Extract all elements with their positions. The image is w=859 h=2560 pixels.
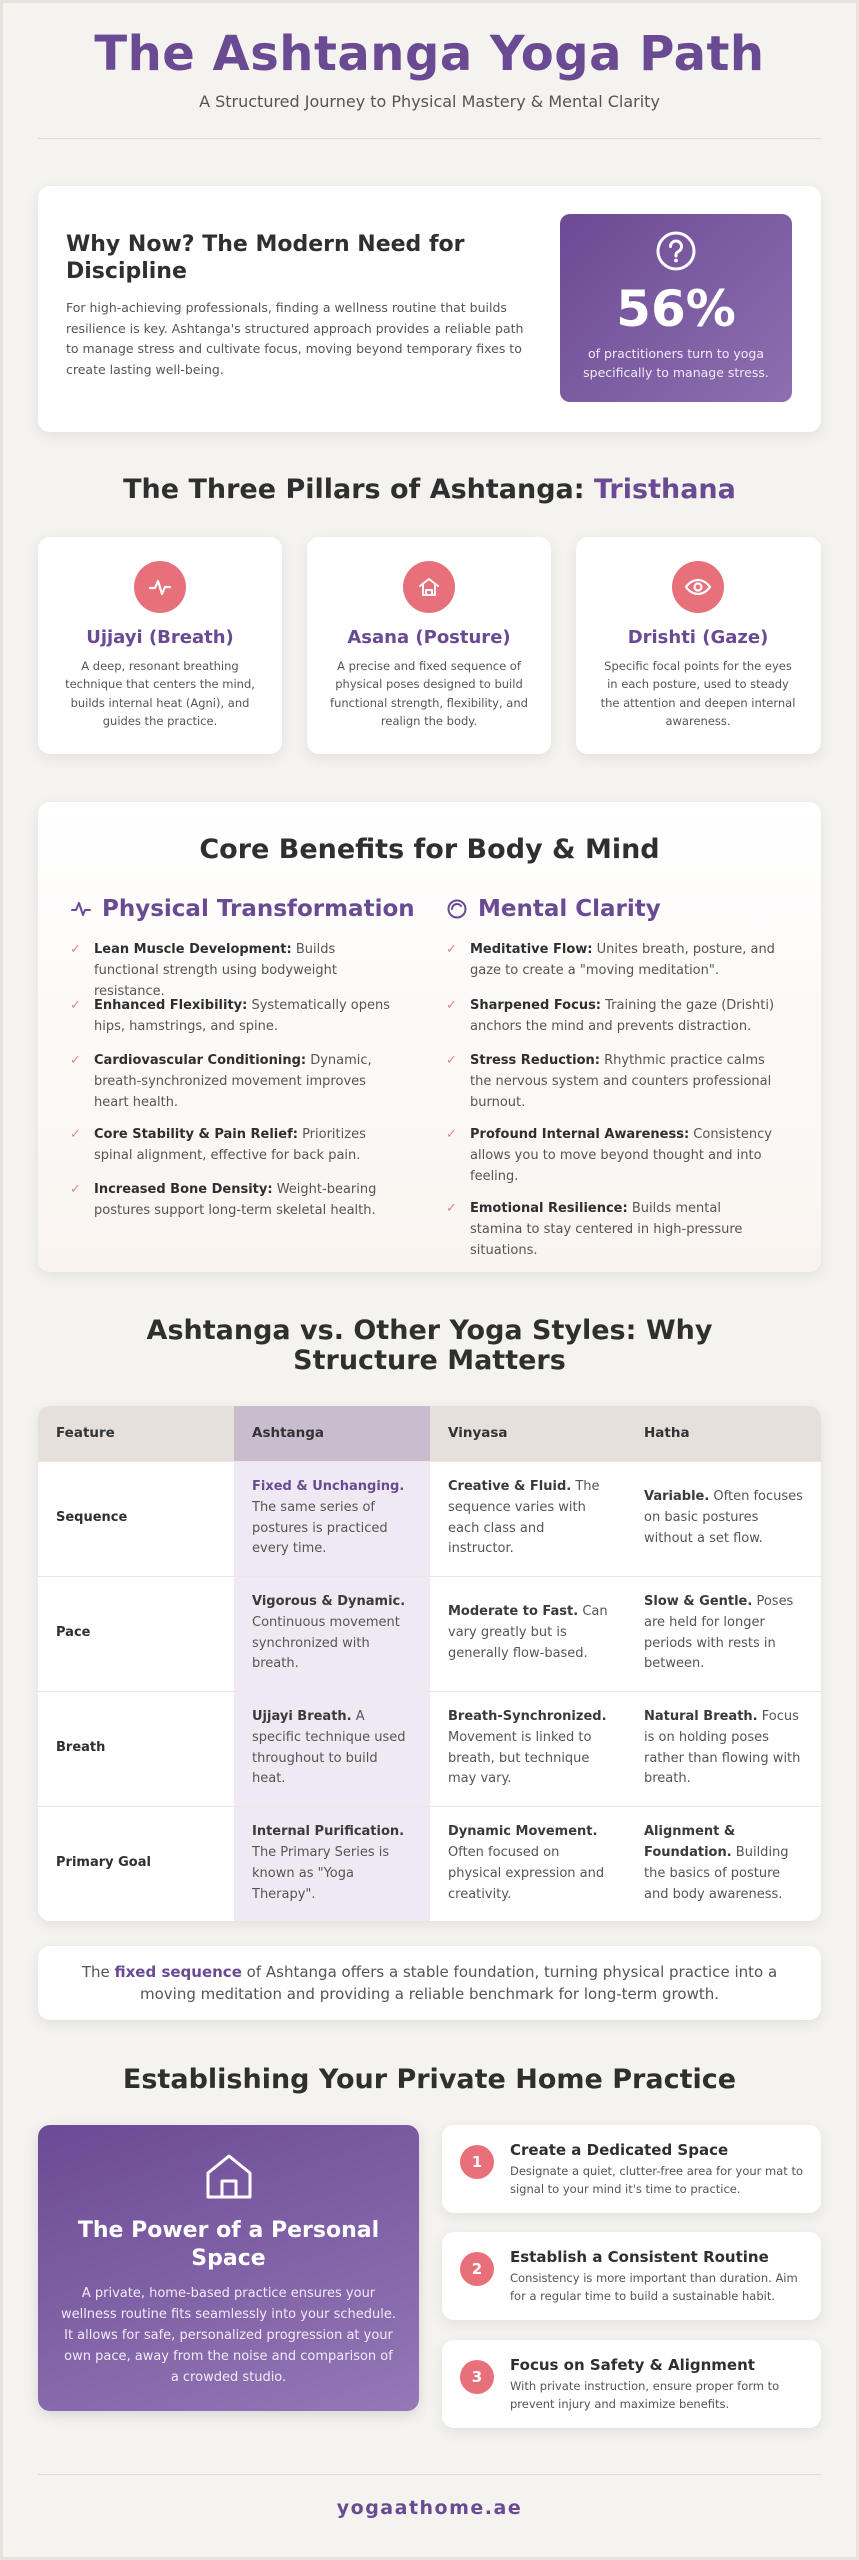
benefit-item: ✓ Enhanced Flexibility: Systematically opens hips, hamstrings, and spine. xyxy=(70,995,400,1050)
vinyasa-cell: Creative & Fluid. The sequence varies with each class and instructor. xyxy=(430,1461,626,1576)
step-title: Create a Dedicated Space xyxy=(510,2141,729,2159)
column-header: Hatha xyxy=(626,1406,821,1461)
check-icon: ✓ xyxy=(446,1127,457,1142)
home-icon xyxy=(202,2149,256,2203)
eye-icon xyxy=(672,561,724,613)
column-header: Vinyasa xyxy=(430,1406,626,1461)
benefit-item: ✓ Emotional Resilience: Builds mental stamina to stay centered in high-pressure situations. xyxy=(446,1198,776,1253)
column-header: Feature xyxy=(38,1406,234,1461)
mind-icon xyxy=(446,898,468,920)
check-icon: ✓ xyxy=(70,942,81,957)
pillars-title xyxy=(0,474,859,505)
step-number: 2 xyxy=(460,2252,494,2286)
home-title: Establishing Your Private Home Practice xyxy=(122,2064,737,2095)
step-card xyxy=(442,2125,821,2213)
comparison-table xyxy=(38,1406,821,1921)
feature-cell: Breath xyxy=(38,1691,234,1806)
pillar-card-breath xyxy=(38,537,282,754)
step-number: 3 xyxy=(460,2360,494,2394)
step-desc: Designate a quiet, clutter-free area for your mat to signal to your mind it's time to practice. xyxy=(510,2164,803,2196)
column-header: Ashtanga xyxy=(234,1406,430,1461)
callout-highlight: fixed sequence xyxy=(114,1962,242,1981)
mental-list xyxy=(446,939,776,1259)
feature-cell: Primary Goal xyxy=(38,1806,234,1921)
stat-caption: of practitioners turn to yoga specifically to manage stress. xyxy=(583,346,769,381)
comparison-title: Ashtanga vs. Other Yoga Styles: Why Structure Matters xyxy=(146,1315,713,1376)
pulse-icon xyxy=(134,561,186,613)
table-header-row xyxy=(38,1406,821,1461)
why-now-title: Why Now? The Modern Need for Discipline xyxy=(66,232,465,284)
check-icon: ✓ xyxy=(446,1201,457,1216)
divider xyxy=(38,138,821,139)
check-icon: ✓ xyxy=(70,998,81,1013)
pillar-card-posture xyxy=(307,537,551,754)
step-desc: Consistency is more important than duration. Aim for a regular time to build a sustainable habit. xyxy=(510,2271,798,2303)
ashtanga-cell: Internal Purification. The Primary Series is known as "Yoga Therapy". xyxy=(234,1806,430,1921)
footer-site-link[interactable]: yogaathome.ae xyxy=(336,2497,523,2519)
ashtanga-cell: Ujjayi Breath. A specific technique used throughout to build heat. xyxy=(234,1691,430,1806)
pillar-name: Drishti (Gaze) xyxy=(627,627,769,648)
benefits-title: Core Benefits for Body & Mind xyxy=(199,834,660,865)
benefit-item: ✓ Profound Internal Awareness: Consistency allows you to move beyond thought and into feeling. xyxy=(446,1124,776,1198)
benefits-card xyxy=(38,802,821,1272)
hatha-cell: Slow & Gentle. Poses are held for longer periods with rests in between. xyxy=(626,1576,821,1691)
power-card xyxy=(38,2125,419,2411)
why-now-text: For high-achieving professionals, finding a wellness routine that builds resilience is key. Ashtanga's structured approach provides a reliable path to manage stress and cultivate focus, moving beyond temporary fixes to create lasting well-being. xyxy=(66,300,524,377)
pillar-card-gaze xyxy=(576,537,821,754)
benefit-item: ✓ Cardiovascular Conditioning: Dynamic, breath-synchronized movement improves heart health. xyxy=(70,1050,400,1124)
check-icon: ✓ xyxy=(70,1182,81,1197)
benefit-item: ✓ Meditative Flow: Unites breath, posture, and gaze to create a "moving meditation". xyxy=(446,939,776,995)
feature-cell: Sequence xyxy=(38,1461,234,1576)
pillar-desc: A precise and fixed sequence of physical poses designed to build functional strength, flexibility, and realign the body. xyxy=(330,659,528,729)
vinyasa-cell: Moderate to Fast. Can vary greatly but is generally flow-based. xyxy=(430,1576,626,1691)
mental-heading-label: Mental Clarity xyxy=(478,896,661,922)
hatha-cell: Alignment & Foundation. Building the basics of posture and body awareness. xyxy=(626,1806,821,1921)
table-row xyxy=(38,1576,821,1691)
benefit-item: ✓ Core Stability & Pain Relief: Prioritizes spinal alignment, effective for back pain. xyxy=(70,1124,400,1179)
check-icon: ✓ xyxy=(446,998,457,1013)
hatha-cell: Variable. Often focuses on basic postures without a set flow. xyxy=(626,1461,821,1576)
pillars-title-highlight: Tristhana xyxy=(593,474,736,505)
hatha-cell: Natural Breath. Focus is on holding poses rather than flowing with breath. xyxy=(626,1691,821,1806)
pulse-icon xyxy=(70,898,92,920)
callout-text: The fixed sequence of Ashtanga offers a stable foundation, turning physical practice into a moving meditation and providing a reliable benchmark for long-term growth. xyxy=(81,1962,778,2003)
feature-cell: Pace xyxy=(38,1576,234,1691)
ashtanga-cell: Vigorous & Dynamic. Continuous movement synchronized with breath. xyxy=(234,1576,430,1691)
posture-icon xyxy=(403,561,455,613)
pillars-title-prefix: The Three Pillars of Ashtanga: xyxy=(123,474,594,505)
divider xyxy=(38,2474,821,2475)
benefit-item: ✓ Increased Bone Density: Weight-bearing postures support long-term skeletal health. xyxy=(70,1179,400,1234)
benefit-item: ✓ Sharpened Focus: Training the gaze (Drishti) anchors the mind and prevents distraction. xyxy=(446,995,776,1050)
physical-heading xyxy=(70,896,415,922)
ashtanga-cell: Fixed & Unchanging. The same series of postures is practiced every time. xyxy=(234,1461,430,1576)
step-title: Focus on Safety & Alignment xyxy=(510,2356,755,2374)
table-row xyxy=(38,1691,821,1806)
pillar-name: Ujjayi (Breath) xyxy=(86,627,234,648)
table-row xyxy=(38,1806,821,1921)
step-title: Establish a Consistent Routine xyxy=(510,2248,769,2266)
vinyasa-cell: Breath-Synchronized. Movement is linked to breath, but technique may vary. xyxy=(430,1691,626,1806)
stat-value: 56% xyxy=(616,280,736,338)
check-icon: ✓ xyxy=(70,1053,81,1068)
stat-box xyxy=(560,214,792,402)
benefit-item: ✓ Lean Muscle Development: Builds functional strength using bodyweight resistance. xyxy=(70,939,400,995)
step-desc: With private instruction, ensure proper form to prevent injury and maximize benefits. xyxy=(510,2379,780,2411)
page-subtitle: A Structured Journey to Physical Mastery & Mental Clarity xyxy=(199,92,660,111)
physical-heading-label: Physical Transformation xyxy=(102,896,415,922)
table-row xyxy=(38,1461,821,1576)
step-card xyxy=(442,2340,821,2428)
step-card xyxy=(442,2232,821,2320)
power-title: The Power of a Personal Space xyxy=(77,2218,380,2271)
mental-heading xyxy=(446,896,661,922)
pillar-desc: A deep, resonant breathing technique that centers the mind, builds internal heat (Agni), and guides the practice. xyxy=(65,659,255,729)
power-text: A private, home-based practice ensures your wellness routine fits seamlessly into your schedule. It allows for safe, personalized progression at your own pace, away from the noise and comparison of a crowded studio. xyxy=(60,2286,397,2386)
pillar-name: Asana (Posture) xyxy=(347,627,511,648)
check-icon: ✓ xyxy=(70,1127,81,1142)
callout-card xyxy=(38,1946,821,2020)
why-now-card xyxy=(38,186,821,432)
step-number: 1 xyxy=(460,2145,494,2179)
benefit-item: ✓ Stress Reduction: Rhythmic practice calms the nervous system and counters professional burnout. xyxy=(446,1050,776,1124)
check-icon: ✓ xyxy=(446,942,457,957)
question-icon xyxy=(655,230,697,272)
page-title: The Ashtanga Yoga Path xyxy=(94,26,765,82)
pillar-desc: Specific focal points for the eyes in each posture, used to steady the attention and deepen internal awareness. xyxy=(600,659,796,729)
check-icon: ✓ xyxy=(446,1053,457,1068)
vinyasa-cell: Dynamic Movement. Often focused on physical expression and creativity. xyxy=(430,1806,626,1921)
physical-list xyxy=(70,939,400,1234)
